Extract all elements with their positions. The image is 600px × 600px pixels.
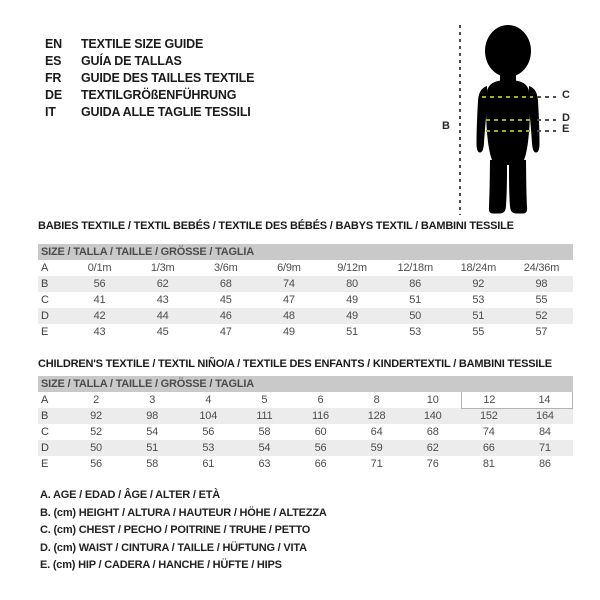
table-cell: 128 xyxy=(367,410,386,422)
table-cell: 71 xyxy=(370,458,383,470)
language-label: GUIDA ALLE TAGLIE TESSILI xyxy=(81,105,251,119)
language-label: GUIDE DES TAILLES TEXTILE xyxy=(81,71,255,85)
table-cell: 60 xyxy=(314,426,327,438)
language-list xyxy=(45,36,254,121)
table-row xyxy=(38,456,573,472)
table-cell: 116 xyxy=(312,410,329,422)
table-cell: 53 xyxy=(472,294,485,306)
babies-table-title: BABIES TEXTILE / TEXTIL BEBÉS / TEXTILE DES BÉBÉS / BABYS TEXTIL / BAMBINI TESSILE xyxy=(38,220,514,232)
table-cell: 74 xyxy=(482,426,495,438)
row-label: E xyxy=(41,458,49,470)
row-label: A xyxy=(41,394,49,406)
legend-line: B. (cm) HEIGHT / ALTURA / HAUTEUR / HÖHE / ALTEZZA xyxy=(40,506,327,519)
language-label: TEXTILGRÖßENFÜHRUNG xyxy=(81,88,237,102)
row-label: D xyxy=(41,310,49,322)
table-cell: 58 xyxy=(258,426,271,438)
language-row xyxy=(45,87,254,104)
highlighted-size-cell: 14 xyxy=(517,392,573,409)
language-code: DE xyxy=(45,88,62,102)
table-cell: 56 xyxy=(202,426,215,438)
hip-dash-on-body xyxy=(486,130,532,132)
language-row xyxy=(45,53,254,70)
table-row xyxy=(38,276,573,292)
table-cell: 68 xyxy=(426,426,439,438)
table-cell: 98 xyxy=(535,278,548,290)
table-cell: 98 xyxy=(146,410,159,422)
table-cell: 71 xyxy=(539,442,551,454)
table-cell: 12/18m xyxy=(397,262,433,274)
table-cell: 50 xyxy=(409,310,422,322)
table-cell: 104 xyxy=(199,410,218,422)
row-label: C xyxy=(41,294,49,306)
row-label: A xyxy=(41,262,49,274)
language-row xyxy=(45,36,254,53)
table-cell: 49 xyxy=(346,310,358,322)
legend-line: A. AGE / EDAD / ÂGE / ALTER / ETÀ xyxy=(40,489,221,501)
table-cell: 52 xyxy=(535,310,548,322)
table-row xyxy=(38,292,573,308)
table-cell: 6/9m xyxy=(277,262,301,274)
table-cell: 55 xyxy=(535,294,548,306)
table-cell: 86 xyxy=(539,458,551,470)
row-label: E xyxy=(41,326,49,338)
table-cell: 164 xyxy=(536,410,554,422)
table-cell: 152 xyxy=(479,410,498,422)
table-cell: 59 xyxy=(370,442,383,454)
table-cell: 86 xyxy=(409,278,422,290)
language-code: EN xyxy=(45,37,62,51)
table-cell: 52 xyxy=(90,426,102,438)
table-cell: 53 xyxy=(202,442,215,454)
table-cell: 92 xyxy=(90,410,102,422)
table-cell: 1/3m xyxy=(150,262,175,274)
height-label: B xyxy=(442,120,450,132)
table-cell: 9/12m xyxy=(337,262,367,274)
table-row xyxy=(38,424,573,440)
table-cell: 74 xyxy=(283,278,295,290)
waist-label: D xyxy=(562,112,570,124)
table-cell: 43 xyxy=(156,294,169,306)
children-table-rows xyxy=(38,392,573,472)
children-table xyxy=(38,376,573,472)
table-cell: 2 xyxy=(93,394,100,406)
table-cell: 56 xyxy=(93,278,106,290)
table-cell: 51 xyxy=(409,294,422,306)
table-cell: 81 xyxy=(482,458,495,470)
chest-dash-on-body xyxy=(482,96,533,98)
row-label: B xyxy=(41,278,49,290)
table-cell: 140 xyxy=(423,410,442,422)
table-cell: 76 xyxy=(426,458,439,470)
table-cell: 84 xyxy=(539,426,551,438)
table-cell: 92 xyxy=(472,278,485,290)
table-cell: 3/6m xyxy=(213,262,238,274)
table-cell: 45 xyxy=(156,326,169,338)
table-cell: 5 xyxy=(261,394,268,406)
table-cell: 47 xyxy=(219,326,232,338)
table-cell: 48 xyxy=(283,310,295,322)
table-cell: 66 xyxy=(314,458,327,470)
language-label: GUÍA DE TALLAS xyxy=(81,54,182,68)
table-cell: 18/24m xyxy=(460,262,497,274)
row-label: D xyxy=(41,442,49,454)
table-cell: 51 xyxy=(472,310,485,322)
row-label: C xyxy=(41,426,49,438)
table-cell: 6 xyxy=(317,394,324,406)
table-cell: 62 xyxy=(156,278,169,290)
legend-line: C. (cm) CHEST / PECHO / POITRINE / TRUHE / PETTO xyxy=(40,524,311,536)
table-cell: 111 xyxy=(256,410,273,422)
table-cell: 41 xyxy=(93,294,106,306)
language-code: FR xyxy=(45,71,62,85)
table-row xyxy=(38,260,573,276)
table-row xyxy=(38,308,573,324)
table-row xyxy=(38,324,573,340)
measurement-legend xyxy=(40,487,327,575)
table-cell: 42 xyxy=(93,310,106,322)
table-cell: 46 xyxy=(219,310,232,322)
table-cell: 10 xyxy=(426,394,439,406)
table-cell: 63 xyxy=(258,458,271,470)
table-cell: 4 xyxy=(205,394,212,406)
legend-line: D. (cm) WAIST / CINTURA / TAILLE / HÜFTUNG / VITA xyxy=(40,541,307,554)
table-cell: 54 xyxy=(258,442,271,454)
babies-table-rows xyxy=(38,260,573,340)
table-cell: 56 xyxy=(90,458,102,470)
table-cell: 54 xyxy=(146,426,159,438)
waist-dash-off-body xyxy=(537,119,556,121)
waist-dash-on-body xyxy=(486,119,531,121)
table-cell: 58 xyxy=(146,458,159,470)
table-cell: 61 xyxy=(202,458,215,470)
chest-label: C xyxy=(562,89,570,101)
table-cell: 49 xyxy=(283,326,295,338)
children-size-header: SIZE / TALLA / TAILLE / GRÖSSE / TAGLIA xyxy=(38,376,573,392)
table-cell: 44 xyxy=(156,310,169,322)
language-label: TEXTILE SIZE GUIDE xyxy=(81,37,204,51)
table-cell: 51 xyxy=(346,326,358,338)
table-cell: 49 xyxy=(346,294,358,306)
children-table-title: CHILDREN'S TEXTILE / TEXTIL NIÑO/A / TEXTILE DES ENFANTS / KINDERTEXTIL / BAMBINI TESSILE xyxy=(38,358,552,370)
table-cell: 8 xyxy=(373,394,380,406)
table-cell: 57 xyxy=(535,326,548,338)
language-row xyxy=(45,70,254,87)
table-cell: 66 xyxy=(482,442,495,454)
table-cell: 80 xyxy=(346,278,358,290)
table-cell: 0/1m xyxy=(87,262,112,274)
height-dashed-line xyxy=(459,25,461,215)
babies-table xyxy=(38,244,573,340)
hip-label: E xyxy=(562,123,570,135)
table-cell: 24/36m xyxy=(523,262,560,274)
table-cell: 45 xyxy=(219,294,232,306)
table-row xyxy=(38,392,573,408)
babies-size-header: SIZE / TALLA / TAILLE / GRÖSSE / TAGLIA xyxy=(38,244,573,260)
table-cell: 64 xyxy=(370,426,383,438)
table-cell: 43 xyxy=(93,326,106,338)
language-code: ES xyxy=(45,54,62,68)
table-cell: 47 xyxy=(283,294,295,306)
table-row xyxy=(38,440,573,456)
table-cell: 55 xyxy=(472,326,485,338)
row-label: B xyxy=(41,410,49,422)
language-code: IT xyxy=(45,105,56,119)
table-cell: 53 xyxy=(409,326,422,338)
language-row xyxy=(45,104,254,121)
table-cell: 56 xyxy=(314,442,327,454)
table-cell: 51 xyxy=(146,442,159,454)
table-cell: 50 xyxy=(90,442,102,454)
legend-line: E. (cm) HIP / CADERA / HANCHE / HÜFTE / HIPS xyxy=(40,559,282,571)
hip-dash-off-body xyxy=(537,130,556,132)
table-row xyxy=(38,408,573,424)
highlighted-size-cell: 12 xyxy=(461,392,517,409)
table-cell: 62 xyxy=(426,442,439,454)
table-cell: 68 xyxy=(219,278,232,290)
chest-dash-off-body xyxy=(537,96,556,98)
table-cell: 3 xyxy=(149,394,156,406)
